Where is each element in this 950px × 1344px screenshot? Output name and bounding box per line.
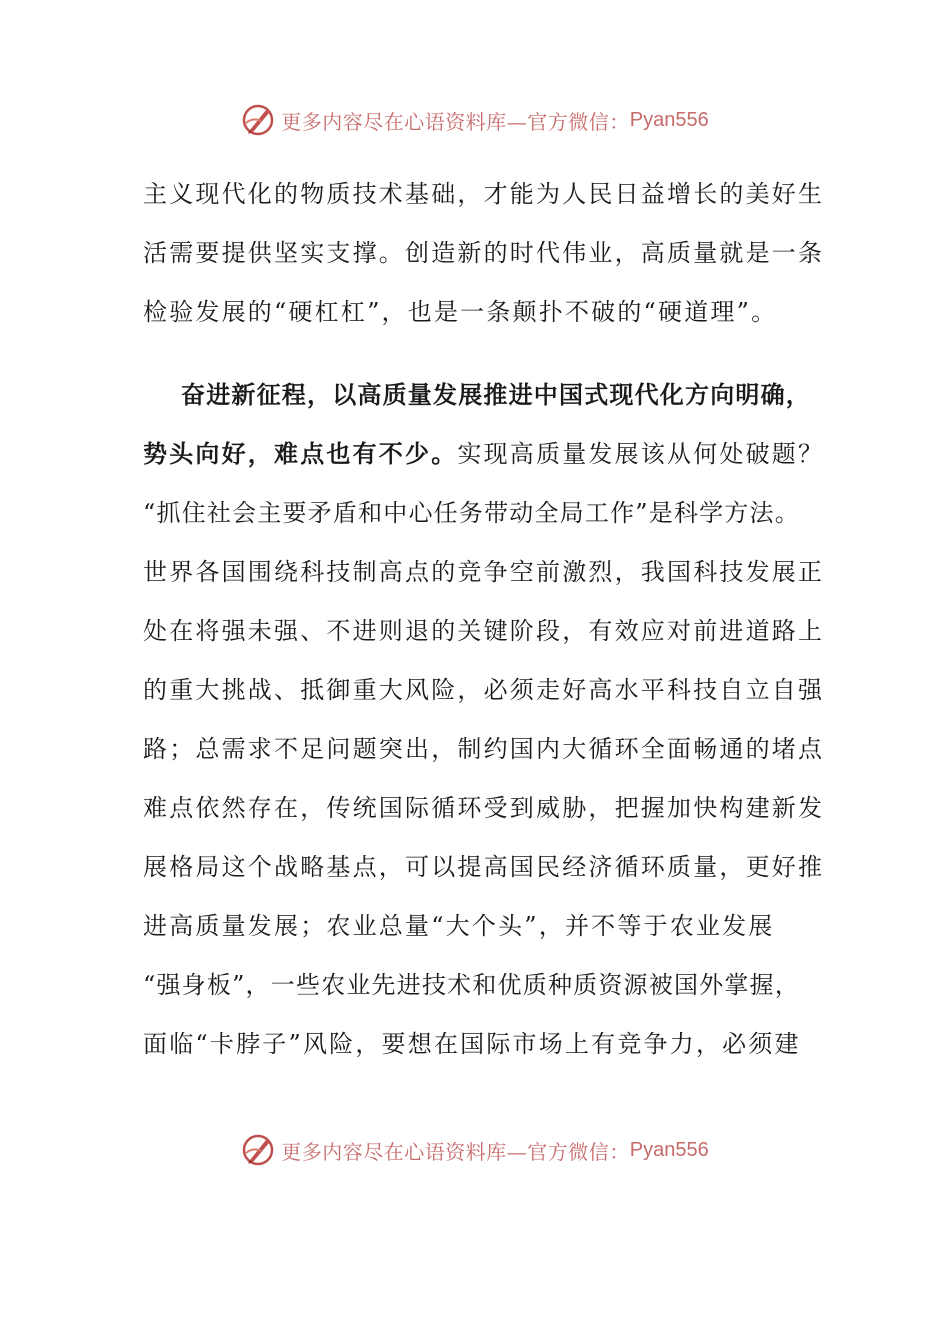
paragraph2-line: 进高质量发展；农业总量“大个头”，并不等于农业发展	[143, 912, 775, 940]
paragraph2-question: 实现高质量发展该从何处破题？	[457, 440, 825, 468]
paragraph1-line: 检验发展的“硬杠杠”，也是一条颠扑不破的“硬道理”。	[143, 298, 778, 326]
banner-site-text: 更多内容尽在心语资料库—官方微信：	[281, 1139, 630, 1164]
paragraph2-line: “强身板”，一些农业先进技术和优质种质资源被国外掌握，	[143, 971, 800, 999]
header-banner	[0, 100, 950, 140]
paragraph2-line: 的重大挑战、抵御重大风险，必须走好高水平科技自立自强	[143, 676, 825, 704]
footer-banner	[0, 1130, 950, 1170]
banner-wechat-id: Pyan556	[629, 1138, 709, 1161]
paragraph2-mixed-line	[143, 428, 833, 487]
pen-logo-icon	[241, 1133, 275, 1167]
paragraph2-line: “抓住社会主要矛盾和中心任务带动全局工作”是科学方法。	[143, 499, 800, 527]
banner-wechat-id: Pyan556	[629, 108, 709, 131]
paragraph-gap	[143, 345, 833, 369]
paragraph2-line: 世界各国围绕科技制高点的竞争空前激烈，我国科技发展正	[143, 558, 825, 586]
paragraph2-line: 路；总需求不足问题突出，制约国内大循环全面畅通的堵点	[143, 735, 825, 763]
paragraph1-line: 活需要提供坚实支撑。创造新的时代伟业，高质量就是一条	[143, 239, 825, 267]
paragraph2-line: 难点依然存在，传统国际循环受到威胁，把握加快构建新发	[143, 794, 825, 822]
paragraph2-bold-lead: 势头向好，难点也有不少。	[143, 439, 458, 468]
paragraph1-line: 主义现代化的物质技术基础，才能为人民日益增长的美好生	[143, 180, 825, 208]
pen-logo-icon	[241, 103, 275, 137]
paragraph2-line: 处在将强未强、不进则退的关键阶段，有效应对前进道路上	[143, 617, 825, 645]
paragraph2-bold-line: 奋进新征程，以高质量发展推进中国式现代化方向明确，	[181, 380, 811, 409]
document-body	[143, 168, 833, 1077]
paragraph2-line: 展格局这个战略基点，可以提高国民经济循环质量，更好推	[143, 853, 825, 881]
paragraph2-line: 面临“卡脖子”风险，要想在国际市场上有竞争力，必须建	[143, 1030, 801, 1058]
banner-site-text: 更多内容尽在心语资料库—官方微信：	[281, 109, 630, 134]
